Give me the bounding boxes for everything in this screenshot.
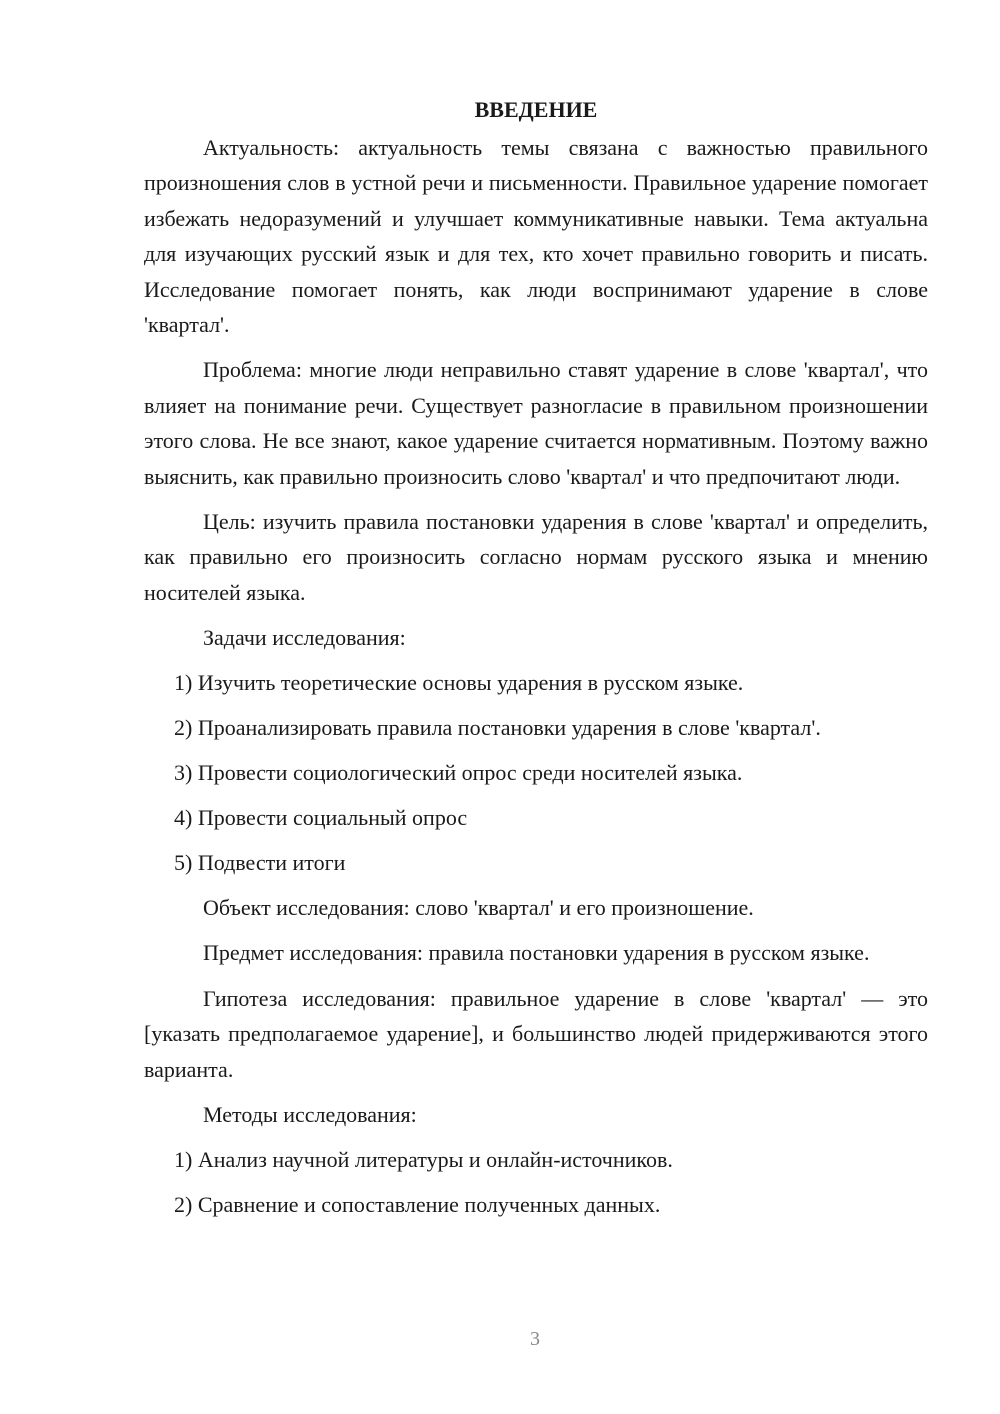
task-item: 1) Изучить теоретические основы ударения в русском языке.: [174, 670, 744, 696]
research-subject: Предмет исследования: правила постановки ударения в русском языке.: [203, 940, 870, 966]
paragraph-goal: Цель: изучить правила постановки ударения в слове 'квартал' и определить, как правильно его произносить согласно нормам русского языка и мнению носителей языка.: [144, 509, 928, 605]
research-object: Объект исследования: слово 'квартал' и его произношение.: [203, 895, 754, 921]
document-page: [144, 92, 928, 1232]
paragraph-relevance: Актуальность: актуальность темы связана с важностью правильного произношения слов в устной речи и письменности. Правильное ударение помогает избежать недоразумений и улучшает коммуникативные навыки. Тема актуальна для изучающих русский язык и для тех, кто хочет правильно говорить и писать. Исследование помогает понять, как люди воспринимают ударение в слове 'квартал'.: [144, 135, 928, 338]
tasks-heading: Задачи исследования:: [203, 625, 406, 651]
task-item: 4) Провести социальный опрос: [174, 805, 468, 831]
paragraph-problem: Проблема: многие люди неправильно ставят ударение в слове 'квартал', что влияет на понимание речи. Существует разногласие в правильном произношении этого слова. Не все знают, какое ударение считается нормативным. Поэтому важно выяснить, как правильно произносить слово 'квартал' и что предпочитают люди.: [144, 357, 928, 489]
research-hypothesis: Гипотеза исследования: правильное ударение в слове 'квартал' — это [указать предполагаемое ударение], и большинство людей придерживаются этого варианта.: [144, 985, 928, 1082]
method-item: 2) Сравнение и сопоставление полученных данных.: [174, 1191, 661, 1217]
methods-heading: Методы исследования:: [203, 1101, 417, 1127]
task-item: 2) Проанализировать правила постановки ударения в слове 'квартал'.: [174, 715, 821, 741]
page-number: 3: [530, 1328, 540, 1350]
task-item: 3) Провести социологический опрос среди носителей языка.: [174, 760, 743, 786]
task-item: 5) Подвести итоги: [174, 850, 346, 876]
method-item: 1) Анализ научной литературы и онлайн-источников.: [174, 1146, 673, 1172]
section-title: ВВЕДЕНИЕ: [474, 97, 598, 122]
